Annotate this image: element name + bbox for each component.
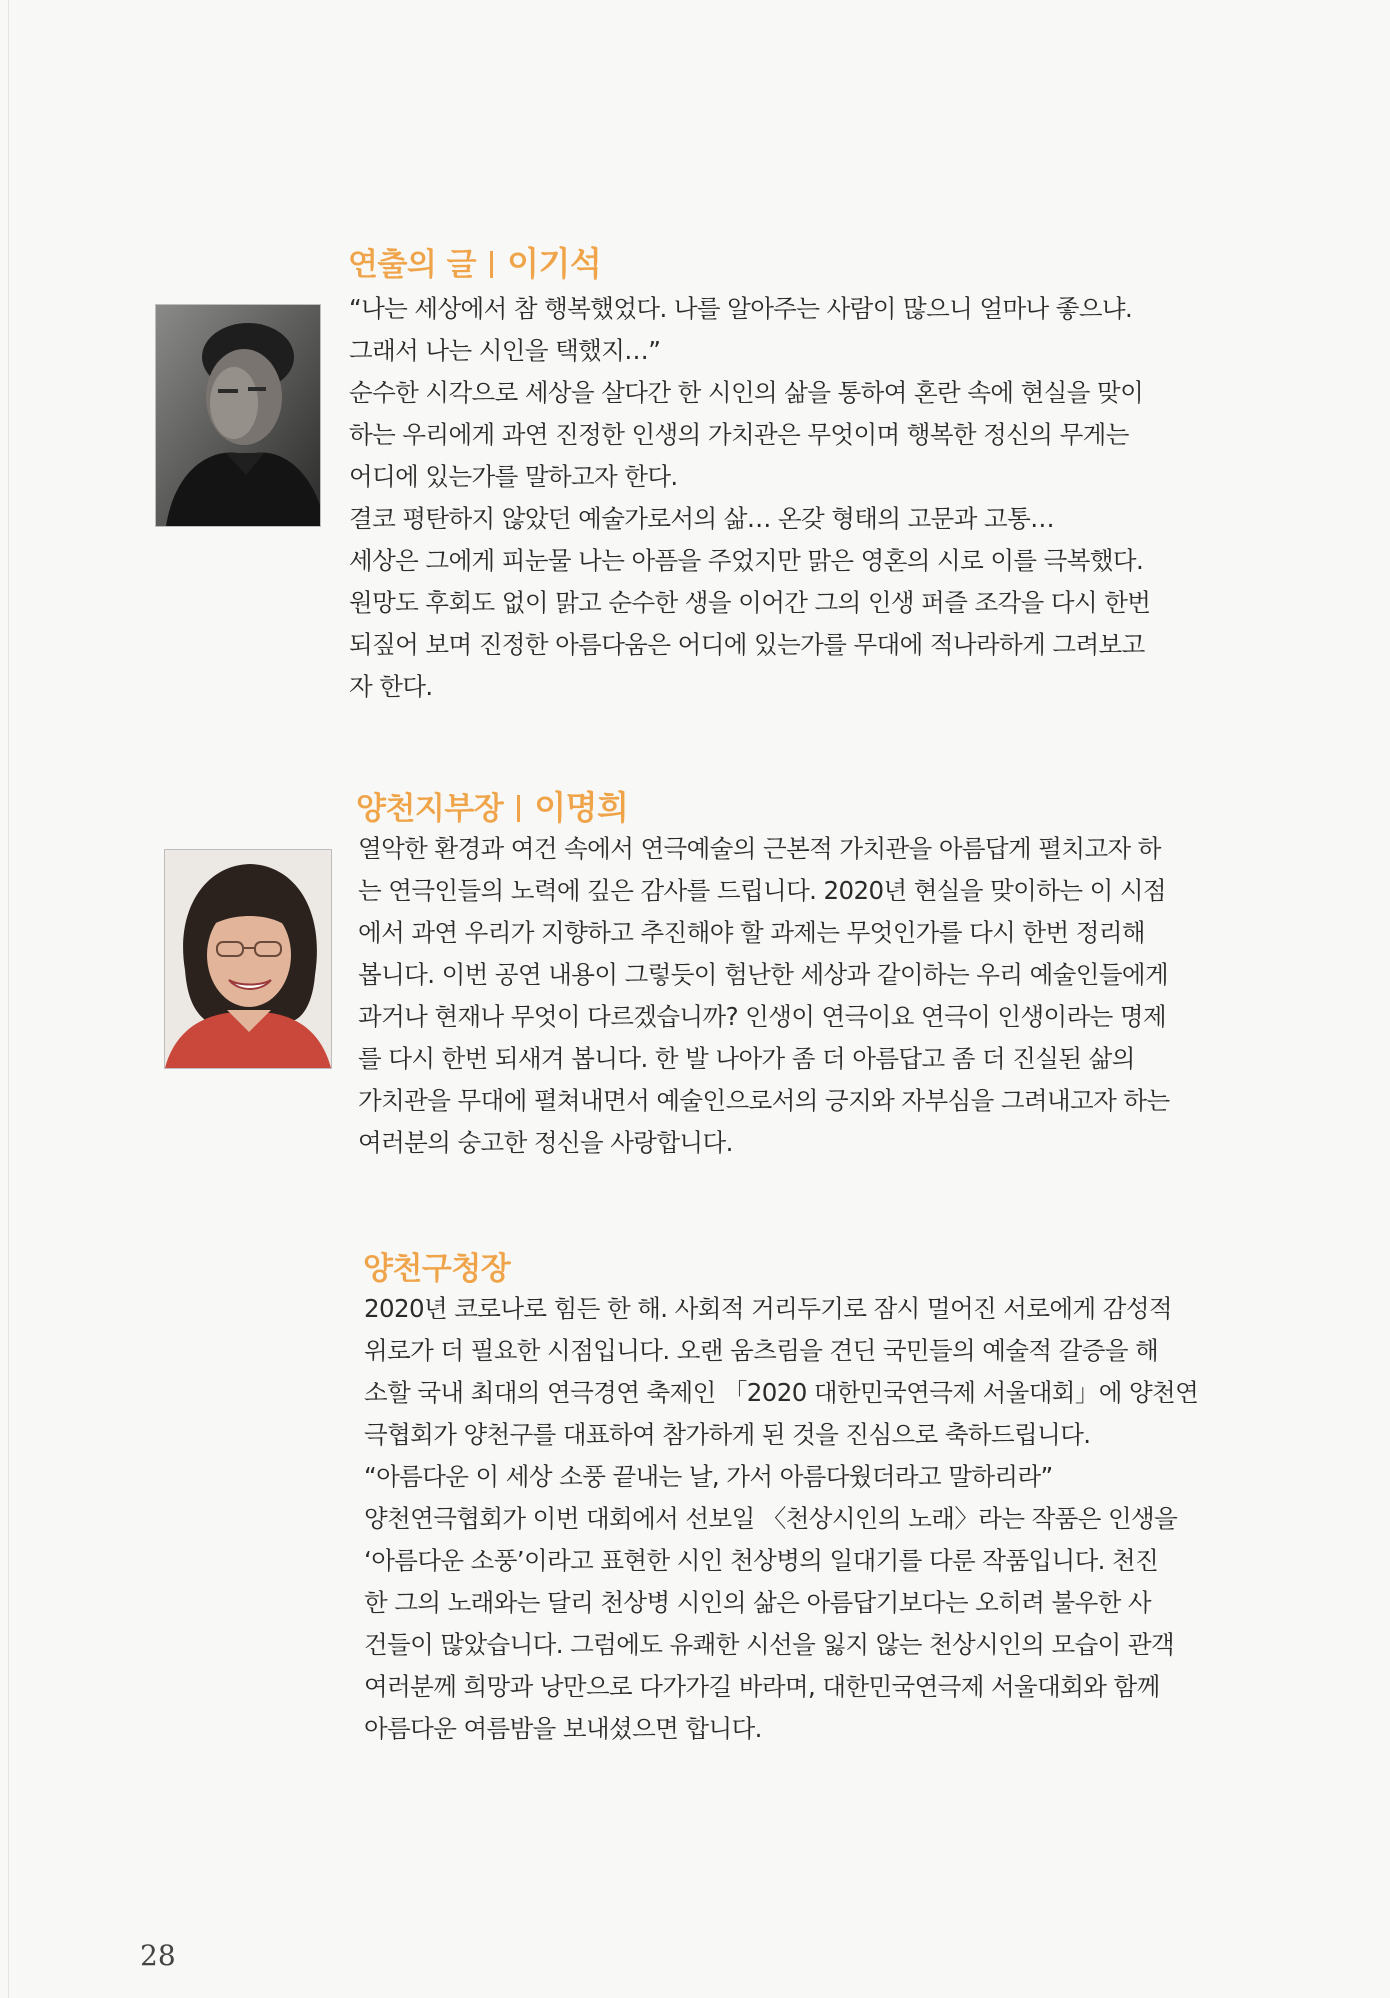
page-number: 28 <box>140 1939 176 1972</box>
body-line: 를 다시 한번 되새겨 봅니다. 한 발 나아가 좀 더 아름답고 좀 더 진실된 삶의 <box>358 1044 1135 1073</box>
body-line: 한 그의 노래와는 달리 천상병 시인의 삶은 아름답기보다는 오히려 불우한 사 <box>364 1588 1151 1617</box>
body-line: 여러분의 숭고한 정신을 사랑합니다. <box>358 1128 733 1157</box>
body-line: 건들이 많았습니다. 그럼에도 유쾌한 시선을 잃지 않는 천상시인의 모습이 관객 <box>364 1630 1175 1659</box>
director-note-title: 연출의 글 <box>348 247 477 283</box>
branch-chief-portrait-image <box>165 850 331 1068</box>
page-edge <box>8 0 9 1998</box>
body-line: 는 연극인들의 노력에 깊은 감사를 드립니다. 2020년 현실을 맞이하는 이 시점 <box>358 876 1166 905</box>
district-mayor-heading <box>363 1243 510 1288</box>
body-line: 순수한 시각으로 세상을 살다간 한 시인의 삶을 통하여 혼란 속에 현실을 맞이 <box>349 378 1144 407</box>
body-line: “아름다운 이 세상 소풍 끝내는 날, 가서 아름다웠더라고 말하리라” <box>364 1462 1053 1491</box>
body-line: 그래서 나는 시인을 택했지…” <box>349 336 661 365</box>
body-line: ‘아름다운 소풍’이라고 표현한 시인 천상병의 일대기를 다룬 작품입니다. 천진 <box>364 1546 1159 1575</box>
body-line: 열악한 환경과 여건 속에서 연극예술의 근본적 가치관을 아름답게 펼치고자 하 <box>358 834 1161 863</box>
body-line: 에서 과연 우리가 지향하고 추진해야 할 과제는 무엇인가를 다시 한번 정리해 <box>358 918 1145 947</box>
heading-separator <box>517 795 520 822</box>
director-name: 이기석 <box>507 244 602 283</box>
body-line: 여러분께 희망과 낭만으로 다가가길 바라며, 대한민국연극제 서울대회와 함께 <box>364 1672 1160 1701</box>
body-line: 어디에 있는가를 말하고자 한다. <box>349 462 678 491</box>
body-line: 되짚어 보며 진정한 아름다움은 어디에 있는가를 무대에 적나라하게 그려보고 <box>349 630 1145 659</box>
branch-chief-name: 이명희 <box>534 788 629 827</box>
body-line: 하는 우리에게 과연 진정한 인생의 가치관은 무엇이며 행복한 정신의 무게는 <box>349 420 1129 449</box>
body-line: 위로가 더 필요한 시점입니다. 오랜 움츠림을 견딘 국민들의 예술적 갈증을 해 <box>364 1336 1159 1365</box>
body-line: 자 한다. <box>349 672 433 701</box>
body-line: 극협회가 양천구를 대표하여 참가하게 된 것을 진심으로 축하드립니다. <box>364 1420 1091 1449</box>
body-line: 소할 국내 최대의 연극경연 축제인 「2020 대한민국연극제 서울대회」에 양천연 <box>364 1378 1199 1407</box>
heading-separator <box>490 251 493 278</box>
body-line: 양천연극협회가 이번 대회에서 선보일 〈천상시인의 노래〉라는 작품은 인생을 <box>364 1504 1178 1533</box>
branch-chief-title: 양천지부장 <box>356 791 504 827</box>
body-line: 결코 평탄하지 않았던 예술가로서의 삶… 온갖 형태의 고문과 고통… <box>349 504 1055 533</box>
director-note-heading <box>348 238 601 285</box>
body-line: 세상은 그에게 피눈물 나는 아픔을 주었지만 맑은 영혼의 시로 이를 극복했다. <box>349 546 1144 575</box>
district-mayor-title: 양천구청장 <box>363 1251 511 1287</box>
body-line: 원망도 후회도 없이 맑고 순수한 생을 이어간 그의 인생 퍼즐 조각을 다시 한번 <box>349 588 1151 617</box>
body-line: 봅니다. 이번 공연 내용이 그렇듯이 험난한 세상과 같이하는 우리 예술인들에게 <box>358 960 1169 989</box>
branch-chief-heading <box>356 782 628 829</box>
director-portrait-image <box>156 305 320 526</box>
district-mayor-body <box>364 1288 1198 1750</box>
branch-chief-photo <box>164 849 332 1069</box>
body-line: “나는 세상에서 참 행복했었다. 나를 알아주는 사람이 많으니 얼마나 좋으냐. <box>349 294 1133 323</box>
body-line: 아름다운 여름밤을 보내셨으면 합니다. <box>364 1714 762 1743</box>
body-line: 과거나 현재나 무엇이 다르겠습니까? 인생이 연극이요 연극이 인생이라는 명제 <box>358 1002 1167 1031</box>
director-photo <box>155 304 321 527</box>
body-line: 2020년 코로나로 힘든 한 해. 사회적 거리두기로 잠시 멀어진 서로에게 감성적 <box>364 1294 1172 1323</box>
body-line: 가치관을 무대에 펼쳐내면서 예술인으로서의 긍지와 자부심을 그려내고자 하는 <box>358 1086 1170 1115</box>
branch-chief-body <box>358 828 1170 1164</box>
director-note-body <box>349 288 1150 708</box>
